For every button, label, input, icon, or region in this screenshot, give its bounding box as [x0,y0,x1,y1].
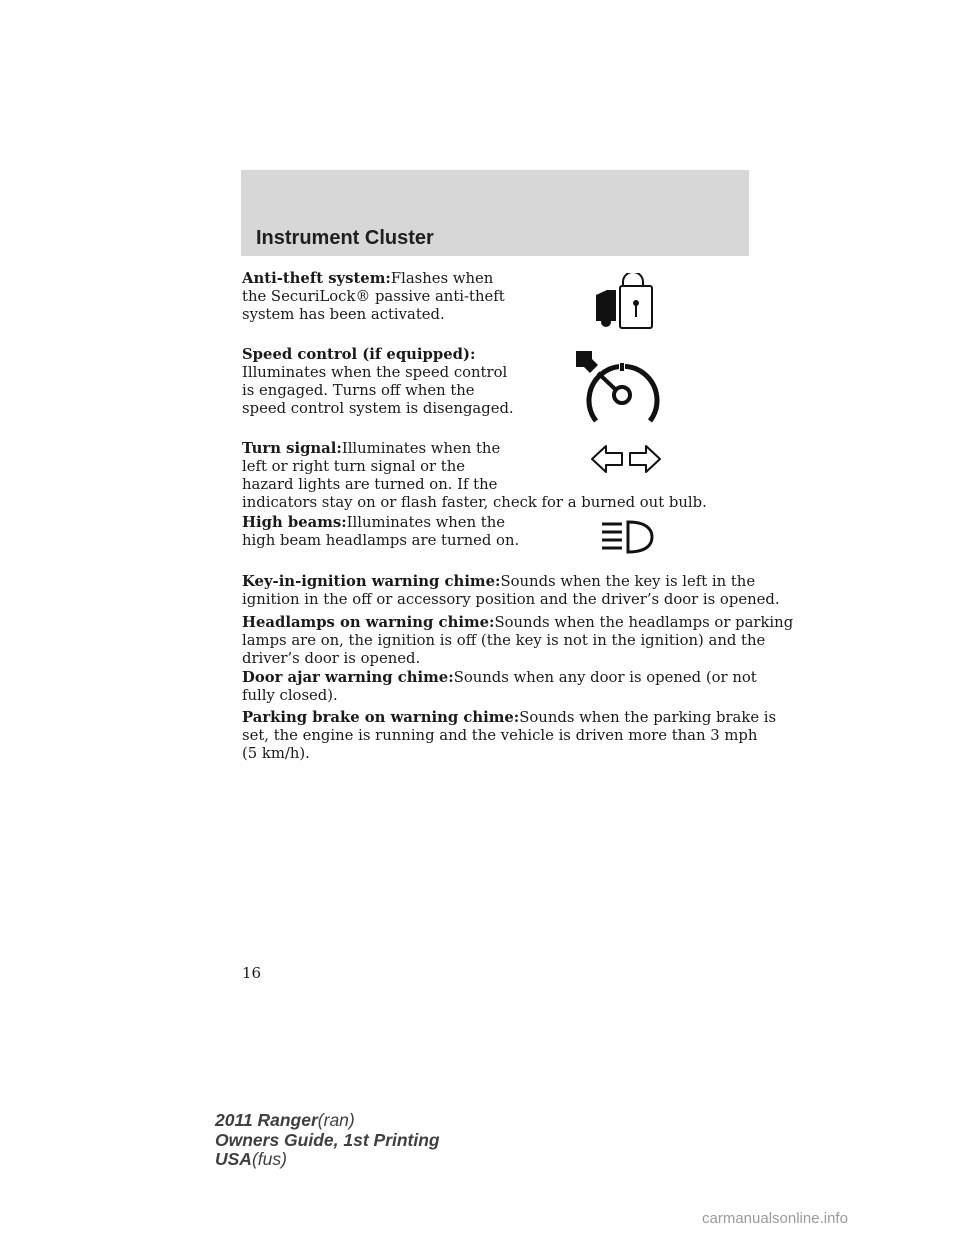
headlamps-on-paragraph: Headlamps on warning chime:Sounds when the headlamps or parking lamps are on, the ignition is off (the key is not in the ignition) and the driver’s door is opened. [242,614,794,667]
section-title: Instrument Cluster [256,227,434,249]
speed-control-paragraph: Speed control (if equipped): Illuminates when the speed control is engaged. Turns off when the speed control system is disengaged. [242,346,514,417]
key-in-ignition-term: Key-in-ignition warning chime: [242,573,501,590]
watermark: carmanualsonline.info [702,1210,848,1227]
anti-theft-term: Anti-theft system: [242,270,391,287]
speed-control-term: Speed control (if equipped): [242,346,476,363]
page-number: 16 [242,964,262,982]
high-beams-paragraph: High beams:Illuminates when the high beam headlamps are turned on. [242,514,520,549]
parking-brake-term: Parking brake on warning chime: [242,709,520,726]
turn-signal-icon [590,443,662,475]
turn-signal-term: Turn signal: [242,440,342,457]
anti-theft-icon [592,273,656,329]
headlamps-on-term: Headlamps on warning chime: [242,614,495,631]
turn-signal-paragraph: Turn signal:Illuminates when the left or right turn signal or the hazard lights are turned on. If the indicators stay on or flash faster, check for a burned out bulb. [242,440,707,511]
high-beams-term: High beams: [242,514,347,531]
footer-printing-info: 2011 Ranger(ran) Owners Guide, 1st Printing USA(fus) [215,1110,440,1169]
anti-theft-paragraph: Anti-theft system:Flashes when the SecuriLock® passive anti-theft system has been activated. [242,270,505,323]
key-in-ignition-paragraph: Key-in-ignition warning chime:Sounds when the key is left in the ignition in the off or accessory position and the driver’s door is opened. [242,573,780,608]
speed-control-icon [572,347,668,429]
door-ajar-term: Door ajar warning chime: [242,669,454,686]
parking-brake-paragraph: Parking brake on warning chime:Sounds when the parking brake is set, the engine is running and the vehicle is driven more than 3 mph (5 km/h). [242,709,777,762]
high-beam-icon [600,519,656,555]
door-ajar-paragraph: Door ajar warning chime:Sounds when any door is opened (or not fully closed). [242,669,757,704]
